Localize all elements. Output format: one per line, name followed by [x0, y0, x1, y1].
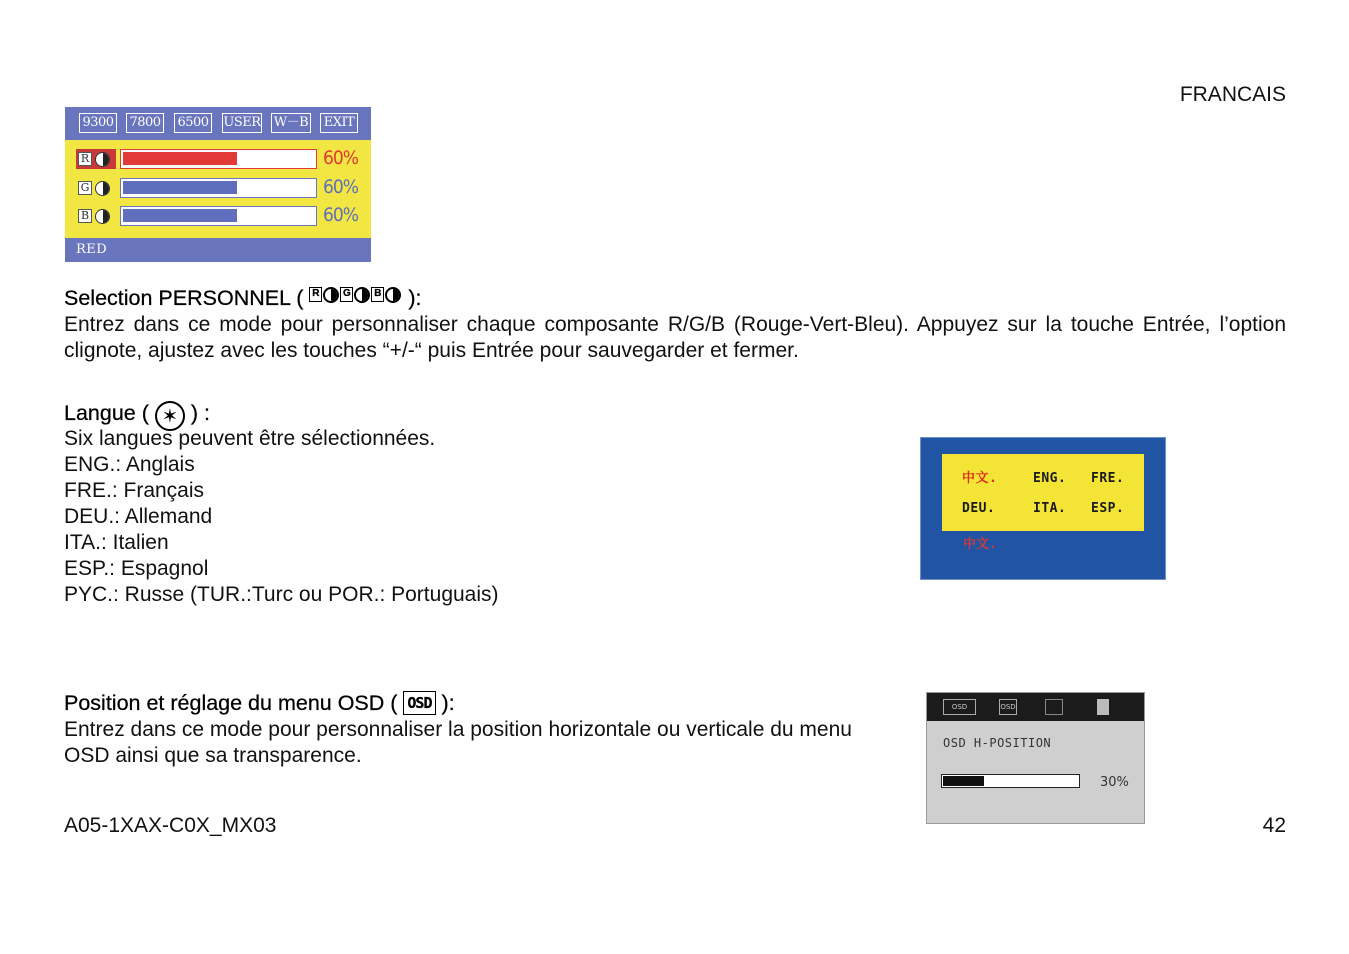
current-language-label: 中文.	[963, 537, 997, 552]
osd-position-slider-fill	[943, 776, 984, 786]
osd-color-temperature-screenshot	[65, 107, 371, 262]
list-item: ENG.: Anglais	[64, 453, 195, 476]
language-option: DEU.	[962, 501, 996, 516]
contrast-icon	[323, 287, 339, 303]
preset-6500: 6500	[174, 113, 212, 133]
section-title-suffix: ):	[402, 286, 422, 310]
preset-7800: 7800	[126, 113, 164, 133]
channel-bar	[120, 149, 317, 169]
list-item: ITA.: Italien	[64, 531, 169, 554]
document-code: A05-1XAX-C0X_MX03	[64, 814, 277, 837]
channel-percent: 60%	[323, 147, 358, 169]
red-channel-icon	[76, 149, 116, 169]
osd-position-slider	[941, 774, 1080, 788]
section-body-custom-color: Entrez dans ce mode pour personnaliser chaque composante R/G/B (Rouge-Vert-Bleu). Appuyez sur la touche Entrée, l’option clignote, ajustez avec les touches “+/-“ puis Entrée pour sauvegarder et fermer.	[64, 313, 1286, 362]
channel-letter: B	[78, 209, 92, 223]
globe-icon: ✶	[155, 401, 185, 431]
preset-white-balance: W－B	[271, 113, 311, 133]
channel-bar	[120, 178, 317, 198]
language-option: ITA.	[1033, 501, 1067, 516]
language-option: ENG.	[1033, 471, 1067, 486]
contrast-icon	[385, 287, 401, 303]
osd-h-position-icon: OSD	[943, 699, 976, 715]
section-title-suffix: ):	[435, 691, 455, 715]
osd-position-label: OSD H-POSITION	[943, 736, 1052, 750]
list-item: PYC.: Russe (TUR.:Turc ou POR.: Portuguais)	[64, 583, 499, 606]
contrast-icon	[354, 287, 370, 303]
osd-position-screenshot	[926, 692, 1145, 824]
list-item: DEU.: Allemand	[64, 505, 213, 528]
channel-bar-fill	[123, 152, 237, 165]
section-title-text: Selection PERSONNEL (	[64, 286, 310, 310]
channel-bar-fill	[123, 209, 237, 222]
exit-icon	[1097, 699, 1109, 715]
page-language-label: FRANCAIS	[1179, 83, 1286, 106]
channel-row-red	[65, 146, 371, 172]
list-item: ESP.: Espagnol	[64, 557, 209, 580]
section-title-osd-position	[64, 690, 455, 716]
channel-percent: 60%	[323, 204, 358, 226]
channel-letter: R	[78, 152, 92, 166]
b-letter-icon: B	[371, 287, 384, 302]
osd-status-label: RED	[65, 238, 371, 262]
contrast-icon	[95, 152, 110, 167]
section-title-suffix: ) :	[184, 401, 210, 425]
osd-icon: OSD	[403, 691, 435, 715]
list-item: Six langues peuvent être sélectionnées.	[64, 427, 436, 450]
transparency-icon	[1045, 699, 1063, 715]
contrast-icon	[95, 209, 110, 224]
channel-letter: G	[78, 181, 92, 195]
channel-percent: 60%	[323, 176, 358, 198]
preset-user: USER	[222, 113, 262, 133]
section-body-osd-position: Entrez dans ce mode pour personnaliser la position horizontale ou verticale du menu OSD ainsi que sa transparence.	[64, 718, 852, 767]
section-title-text: Langue (	[64, 401, 155, 425]
green-channel-icon	[76, 178, 116, 198]
contrast-icon	[95, 181, 110, 196]
language-option: FRE.	[1091, 471, 1125, 486]
language-list	[64, 426, 499, 608]
channel-bar	[120, 206, 317, 226]
channel-bar-fill	[123, 181, 237, 194]
channel-row-blue	[65, 203, 371, 229]
list-item: FRE.: Français	[64, 479, 205, 502]
language-options-panel	[942, 454, 1144, 531]
preset-exit: EXIT	[320, 113, 358, 133]
r-letter-icon: R	[309, 287, 322, 302]
osd-language-screenshot	[920, 437, 1166, 580]
language-option: ESP.	[1091, 501, 1125, 516]
osd-position-toolbar	[927, 693, 1144, 721]
preset-9300: 9300	[79, 113, 117, 133]
blue-channel-icon	[76, 206, 116, 226]
language-option: 中文.	[962, 471, 998, 486]
page-number: 42	[1262, 814, 1286, 837]
g-letter-icon: G	[340, 287, 353, 302]
channel-row-green	[65, 175, 371, 201]
osd-v-position-icon: OSD	[999, 699, 1017, 715]
osd-preset-bar	[65, 107, 371, 140]
section-title-custom-color	[64, 285, 421, 313]
osd-position-percent: 30%	[1100, 775, 1129, 790]
section-title-text: Position et réglage du menu OSD (	[64, 691, 404, 715]
rgb-icon-group	[309, 287, 402, 313]
